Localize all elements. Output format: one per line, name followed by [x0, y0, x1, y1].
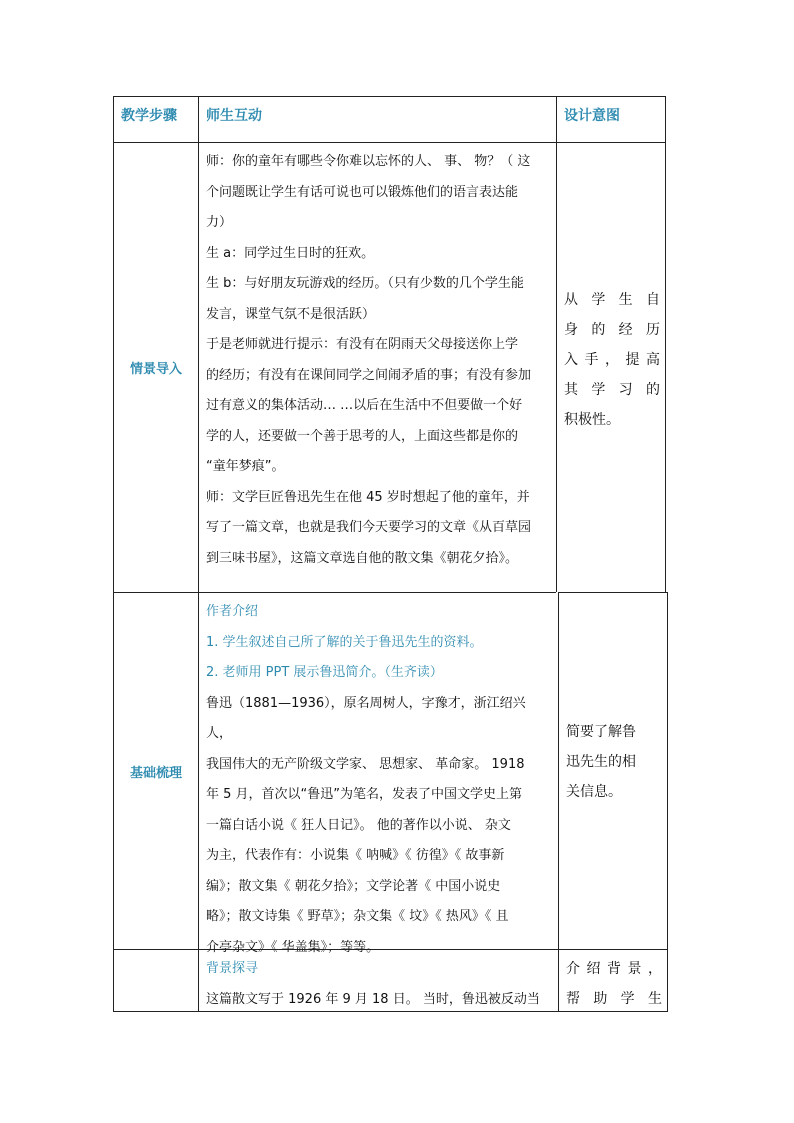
text-line: 的经历；有没有在课间同学之间闹矛盾的事；有没有参加	[206, 367, 532, 383]
header-cell-step	[113, 96, 198, 142]
step-label: 情景导入	[129, 362, 182, 377]
interaction-cell-scene-intro	[198, 142, 556, 592]
header-cell-interaction	[198, 96, 556, 142]
text-line: 生 b：与好朋友玩游戏的经历。（只有少数的几个学生能	[206, 276, 524, 291]
intent-line: 从学生自	[564, 292, 660, 308]
text-line: 力）	[206, 215, 233, 230]
interaction-text	[199, 950, 558, 1015]
text-line: 略》；散文诗集《 野草》；杂文集《 坟》《 热风》《 且	[206, 909, 509, 924]
intent-text	[557, 285, 667, 435]
intent-line: 介绍背景，	[566, 961, 662, 977]
header-cell-intent	[556, 96, 666, 142]
text-line: 于是老师就进行提示：有没有在阴雨天父母接送你上学	[206, 337, 519, 352]
text-line: 发言，课堂气氛不是很活跃）	[206, 306, 376, 322]
text-line: 这篇散文写于 1926 年 9 月 18 日。 当时，鲁迅被反动当	[206, 991, 540, 1007]
intent-text	[559, 954, 669, 1014]
header-interaction-label: 师生互动	[206, 108, 262, 124]
header-intent-label: 设计意图	[564, 108, 620, 124]
intent-line: 积极性。	[564, 412, 620, 428]
intent-line: 简要了解鲁	[566, 724, 636, 740]
text-line: 年 5 月，首次以“鲁迅”为笔名，发表了中国文学史上第	[206, 787, 523, 802]
intent-line: 帮助学生	[566, 991, 662, 1007]
interaction-cell-basics	[198, 592, 556, 955]
text-line: 到三味书屋》，这篇文章选自他的散文集《朝花夕拾》。	[206, 550, 519, 566]
interaction-text	[199, 143, 556, 574]
intent-cell-scene-intro	[556, 142, 666, 592]
text-line: 写了一篇文章，也就是我们今天要学习的文章《从百草园	[206, 520, 532, 535]
intent-text	[559, 717, 669, 807]
step-label: 基础梳理	[129, 765, 182, 781]
text-line: 1. 学生叙述自己所了解的关于鲁迅先生的资料。	[206, 634, 483, 650]
text-line: 介亭杂文》《 华盖集》；等等。	[206, 939, 380, 955]
intent-cell-background	[558, 949, 668, 1012]
intent-cell-basics	[558, 592, 668, 949]
text-line: 个问题既让学生有话可说也可以锻炼他们的语言表达能	[206, 184, 519, 200]
intent-line: 关信息。	[566, 784, 622, 800]
text-line: 鲁迅（1881—1936），原名周树人，字豫才，浙江绍兴人，	[206, 695, 526, 741]
text-line: 我国伟大的无产阶级文学家、 思想家、 革命家。 1918	[206, 756, 525, 772]
text-line: “童年梦痕”。	[206, 459, 285, 474]
section-title-background: 背景探寻	[206, 961, 259, 976]
text-line: 一篇白话小说《 狂人日记》。 他的著作以小说、 杂文	[206, 817, 511, 833]
text-line: 为主，代表作有：小说集《 呐喊》《 彷徨》《 故事新	[206, 848, 505, 863]
text-line: 2. 老师用 PPT 展示鲁迅简介。（生齐读）	[206, 665, 443, 680]
intent-line: 迅先生的相	[566, 754, 636, 770]
step-cell-background	[113, 949, 198, 1012]
text-line: 编》；散文集《 朝花夕拾》；文学论著《 中国小说史	[206, 878, 501, 894]
header-step-label: 教学步骤	[121, 108, 177, 124]
step-cell-basics	[113, 592, 198, 949]
interaction-cell-background	[198, 949, 558, 1012]
intent-line: 其学习的	[564, 382, 660, 398]
section-title-author: 作者介绍	[206, 604, 259, 619]
text-line: 师：你的童年有哪些令你难以忘怀的人、 事、 物？（ 这	[206, 154, 531, 169]
interaction-text	[199, 593, 556, 963]
text-line: 师：文学巨匠鲁迅先生在他 45 岁时想起了他的童年，并	[206, 489, 530, 505]
intent-line: 入手，提高	[564, 352, 660, 368]
intent-line: 身的经历	[564, 322, 660, 338]
text-line: 学的人，还要做一个善于思考的人，上面这些都是你的	[206, 428, 519, 444]
step-cell-scene-intro	[113, 142, 198, 592]
text-line: 生 a：同学过生日时的狂欢。	[206, 245, 375, 261]
text-line: 过有意义的集体活动… …以后在生活中不但要做一个好	[206, 398, 523, 413]
